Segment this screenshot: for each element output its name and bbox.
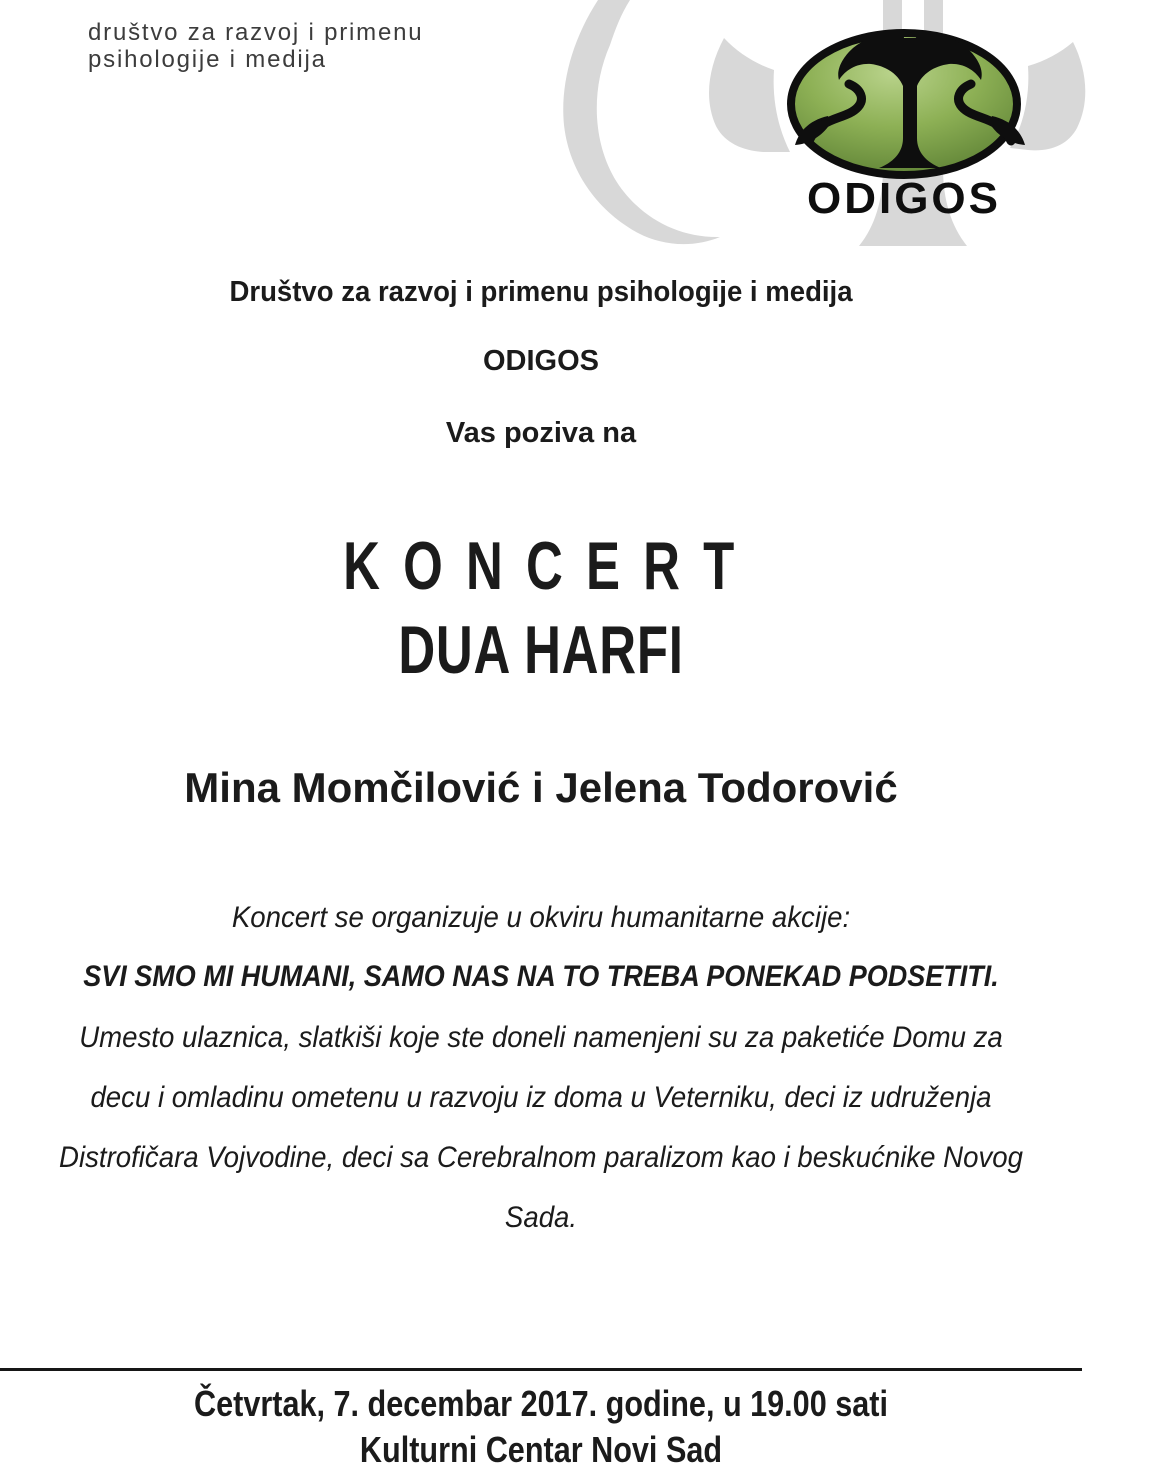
donation-paragraph-line: Umesto ulaznica, slatkiši koje ste doneli namenjeni su za paketiće Domu za (79, 1021, 1003, 1054)
performers-names: Mina Momčilović i Jelena Todorović (184, 764, 898, 811)
letterhead-line2: psihologije i medija (88, 46, 327, 73)
organization-name: Društvo za razvoj i primenu psihologije i medija (229, 276, 853, 308)
humanitarian-slogan: SVI SMO MI HUMANI, SAMO NAS NA TO TREBA PONEKAD PODSETITI. (83, 960, 999, 993)
letterhead-org-name (88, 19, 423, 73)
odigos-logo-graphic (558, 0, 1152, 256)
event-title-line2: DUA HARFI (398, 612, 684, 688)
logo-text: ODIGOS (806, 174, 1002, 223)
donation-paragraph-line: decu i omladinu ometenu u razvoju iz doma u Veterniku, deci iz udruženja (90, 1081, 992, 1114)
event-footer (81, 1381, 1001, 1473)
donation-paragraph-line: Distrofičara Vojvodine, deci sa Cerebralnom paralizom kao i beskućnike Novog (59, 1141, 1023, 1174)
tree-psi-icon (791, 33, 1025, 175)
donation-paragraph-line: Sada. (504, 1201, 578, 1234)
organization-short-name: ODIGOS (482, 345, 599, 377)
invitation-lead: Vas poziva na (445, 417, 637, 449)
event-datetime: Četvrtak, 7. decembar 2017. godine, u 19.00 sati (194, 1383, 888, 1424)
letterhead-line1: društvo za razvoj i primenu (88, 19, 424, 46)
event-title-line1: K O N C E R T (343, 528, 739, 604)
odigos-logo (558, 0, 1152, 256)
humanitarian-intro: Koncert se organizuje u okviru humanitarne akcije: (231, 901, 851, 934)
footer-divider (0, 1368, 1082, 1371)
event-venue: Kulturni Centar Novi Sad (359, 1429, 723, 1470)
donation-paragraph (43, 1008, 1038, 1248)
